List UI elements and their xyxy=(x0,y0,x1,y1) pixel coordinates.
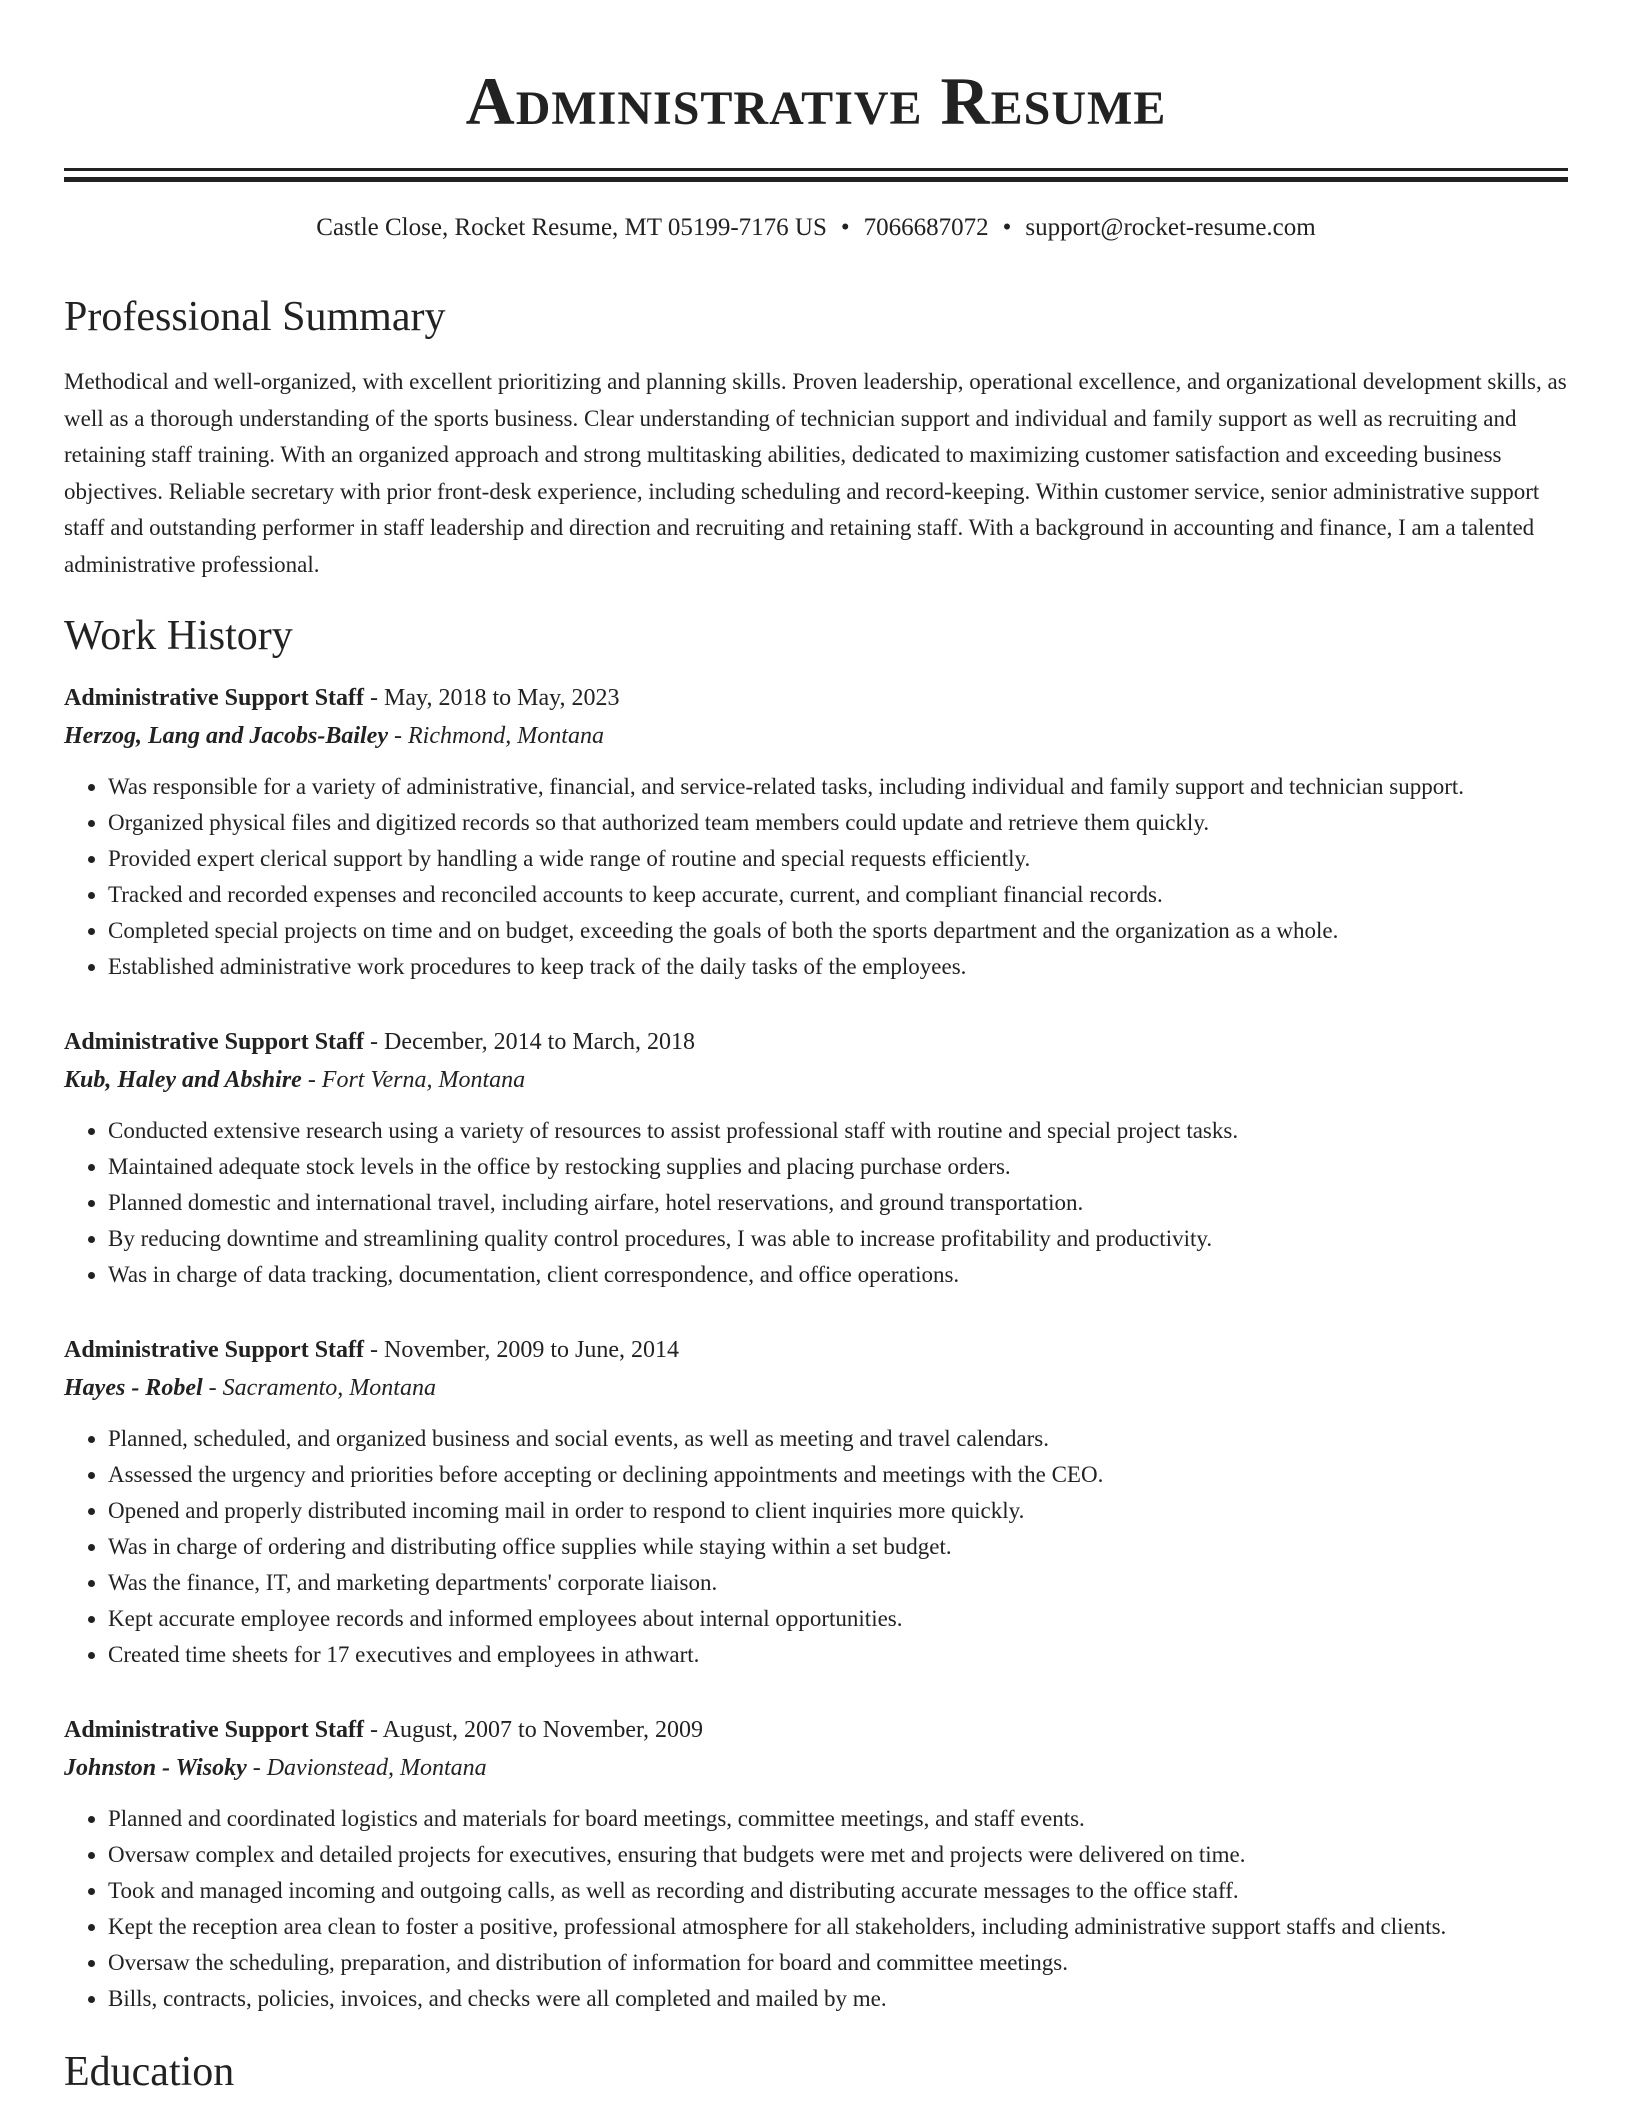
company-name: Kub, Haley and Abshire xyxy=(64,1067,302,1093)
company-line xyxy=(64,1369,1568,1407)
duty-item: • Was the finance, IT, and marketing departments' corporate liaison. xyxy=(108,1565,1568,1601)
duty-item: • Oversaw complex and detailed projects for executives, ensuring that budgets were met and projects were delivered on time. xyxy=(108,1837,1568,1873)
company-location: - Sacramento, Montana xyxy=(202,1375,436,1401)
duty-item: • Was in charge of data tracking, documentation, client correspondence, and office operations. xyxy=(108,1257,1568,1293)
duty-item: • Oversaw the scheduling, preparation, and distribution of information for board and committee meetings. xyxy=(108,1945,1568,1981)
job-dates: - May, 2018 to May, 2023 xyxy=(364,685,620,711)
company-name: Hayes - Robel xyxy=(64,1375,203,1401)
resume-page xyxy=(64,0,1568,2097)
job-title-line xyxy=(64,1331,1568,1369)
duty-item: • Was in charge of ordering and distributing office supplies while staying within a set budget. xyxy=(108,1529,1568,1565)
job-dates: - August, 2007 to November, 2009 xyxy=(364,1717,704,1743)
duty-list xyxy=(64,1113,1568,1293)
duty-item: • Planned domestic and international travel, including airfare, hotel reservations, and ground transportation. xyxy=(108,1185,1568,1221)
duty-item: • Bills, contracts, policies, invoices, and checks were all completed and mailed by me. xyxy=(108,1981,1568,2017)
contact-line xyxy=(64,212,1568,244)
job-title-line xyxy=(64,1023,1568,1061)
contact-email: support@rocket-resume.com xyxy=(1025,214,1316,241)
contact-phone: 7066687072 xyxy=(863,214,989,241)
duty-item: • Established administrative work procedures to keep track of the daily tasks of the employees. xyxy=(108,949,1568,985)
duty-item: • By reducing downtime and streamlining quality control procedures, I was able to increase profitability and productivity. xyxy=(108,1221,1568,1257)
contact-separator: • xyxy=(1002,214,1012,241)
job-title: Administrative Support Staff xyxy=(64,685,365,711)
job-title-line xyxy=(64,1711,1568,1749)
job-dates: - December, 2014 to March, 2018 xyxy=(364,1029,695,1055)
job-entry xyxy=(64,1331,1568,1673)
title-divider-top xyxy=(64,168,1568,171)
duty-item: • Planned, scheduled, and organized business and social events, as well as meeting and travel calendars. xyxy=(108,1421,1568,1457)
duty-item: • Assessed the urgency and priorities before accepting or declining appointments and meetings with the CEO. xyxy=(108,1457,1568,1493)
education-heading: Education xyxy=(64,2049,235,2095)
company-line xyxy=(64,1061,1568,1099)
job-title: Administrative Support Staff xyxy=(64,1337,365,1363)
resume-title: Administrative Resume xyxy=(465,63,1167,139)
title-divider-bottom xyxy=(64,177,1568,182)
job-title: Administrative Support Staff xyxy=(64,1029,365,1055)
company-line xyxy=(64,717,1568,755)
company-location: - Richmond, Montana xyxy=(388,723,604,749)
company-name: Johnston - Wisoky xyxy=(64,1755,247,1781)
job-title: Administrative Support Staff xyxy=(64,1717,365,1743)
work-history-heading: Work History xyxy=(64,613,293,659)
company-location: - Davionstead, Montana xyxy=(246,1755,487,1781)
summary-text: Methodical and well-organized, with excellent prioritizing and planning skills. Proven leadership, operational excellence, and organizational development skills, as well as a thorough understanding of the sports business. Clear understanding of technician support and individual and family support as well as recruiting and retaining staff training. With an organized approach and strong multitasking abilities, dedicated to maximizing customer satisfaction and exceeding business objectives. Reliable secretary with prior front-desk experience, including scheduling and record-keeping. Within customer service, senior administrative support staff and outstanding performer in staff leadership and direction and recruiting and retaining staff. With a background in accounting and finance, I am a talented administrative professional. xyxy=(64,369,1567,577)
duty-item: • Planned and coordinated logistics and materials for board meetings, committee meetings, and staff events. xyxy=(108,1801,1568,1837)
job-dates: - November, 2009 to June, 2014 xyxy=(364,1337,680,1363)
duty-list xyxy=(64,769,1568,985)
duty-list xyxy=(64,1421,1568,1673)
job-entry xyxy=(64,1023,1568,1293)
job-entry xyxy=(64,679,1568,985)
duty-item: • Completed special projects on time and on budget, exceeding the goals of both the sports department and the organization as a whole. xyxy=(108,913,1568,949)
duty-item: • Opened and properly distributed incoming mail in order to respond to client inquiries more quickly. xyxy=(108,1493,1568,1529)
job-title-line xyxy=(64,679,1568,717)
contact-separator: • xyxy=(840,214,850,241)
duty-item: • Kept accurate employee records and informed employees about internal opportunities. xyxy=(108,1601,1568,1637)
duty-item: • Tracked and recorded expenses and reconciled accounts to keep accurate, current, and compliant financial records. xyxy=(108,877,1568,913)
company-location: - Fort Verna, Montana xyxy=(301,1067,526,1093)
job-entry xyxy=(64,1711,1568,2017)
summary-heading: Professional Summary xyxy=(64,294,446,340)
duty-item: • Conducted extensive research using a variety of resources to assist professional staff with routine and special project tasks. xyxy=(108,1113,1568,1149)
company-name: Herzog, Lang and Jacobs-Bailey xyxy=(64,723,388,749)
duty-item: • Maintained adequate stock levels in the office by restocking supplies and placing purchase orders. xyxy=(108,1149,1568,1185)
duty-item: • Organized physical files and digitized records so that authorized team members could update and retrieve them quickly. xyxy=(108,805,1568,841)
duty-item: • Provided expert clerical support by handling a wide range of routine and special requests efficiently. xyxy=(108,841,1568,877)
duty-item: • Was responsible for a variety of administrative, financial, and service-related tasks, including individual and family support and technician support. xyxy=(108,769,1568,805)
duty-item: • Created time sheets for 17 executives and employees in athwart. xyxy=(108,1637,1568,1673)
contact-address: Castle Close, Rocket Resume, MT 05199-7176 US xyxy=(316,214,827,241)
duty-list xyxy=(64,1801,1568,2017)
duty-item: • Kept the reception area clean to foster a positive, professional atmosphere for all stakeholders, including administrative support staffs and clients. xyxy=(108,1909,1568,1945)
duty-item: • Took and managed incoming and outgoing calls, as well as recording and distributing accurate messages to the office staff. xyxy=(108,1873,1568,1909)
company-line xyxy=(64,1749,1568,1787)
